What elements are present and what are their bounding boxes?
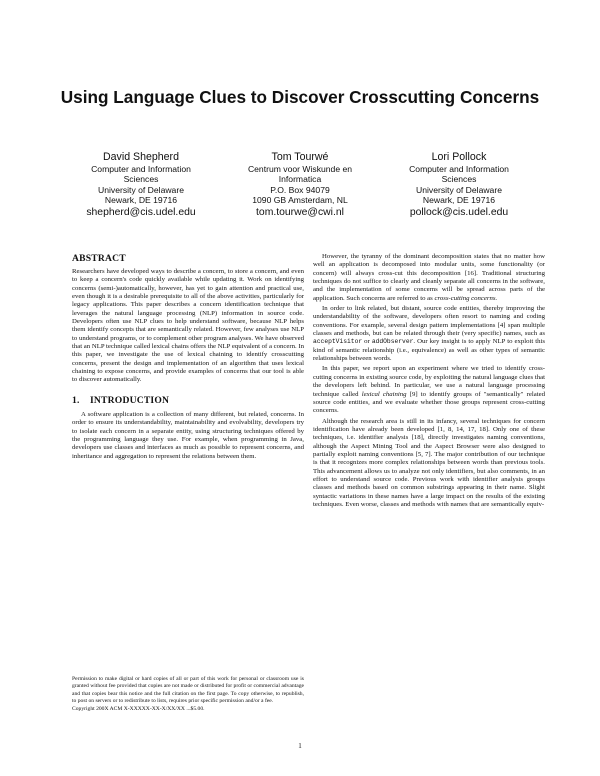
paper-title: Using Language Clues to Discover Crosscutting Concerns (60, 87, 540, 107)
author-name: David Shepherd (103, 151, 179, 163)
author-email: pollock@cis.udel.edu (409, 207, 509, 219)
abstract-heading: ABSTRACT (72, 253, 126, 264)
author-3 (380, 151, 538, 220)
author-affiliation: Centrum voor Wiskunde en (247, 164, 353, 174)
introduction-text: A software application is a collection of many different, but related, concerns. In order to ensure its understandability, maintainability and evolvability, developers try to isolate each concern in a separate entity, using structuring techniques offered by the programming language they use. For example, when programming in Java, developers use classes and interfaces as much as possible to represent concerns, and inheritance and aggregation to represent the relations between them. (72, 410, 304, 460)
body-paragraph: Although the research area is still in its infancy, several techniques for concern identification have already been developed [1, 8, 14, 17, 18]. Only one of these techniques, i.e. identifier analysis [18], directly investigates naming conventions, although the Aspect Mining Tool and the Aspect Browser were also designed to partially exploit naming conventions [5, 7]. The major contribution of our technique is that it recognizes more complex relationships between words than previous tools. This advancement allows us to analyze not only identifiers, but also comments, in an effort to understand source code. Previous work with identifier analysis groups classes and methods based on common substrings appearing in their name. Slight syntactic variations in these names have a large impact on the results of the existing techniques. Even worse, classes and methods with names that are semantically equiv- (313, 417, 545, 508)
author-name: Lori Pollock (431, 151, 487, 163)
author-affiliation: Informatica (278, 174, 322, 185)
emphasis-text: lexical chaining (361, 390, 407, 398)
author-1 (62, 151, 220, 220)
author-email: shepherd@cis.udel.edu (86, 207, 196, 219)
text-run: However, the tyranny of the dominant decomposition states that no matter how well an application is decomposed into modular units, some functionality (or concern) will always cross-cut this decomposition [16]. Traditional structuring techniques do not suffice to clearly and cleanly separate all concerns in the software, and the implementation of some concerns will be spread across parts of the application. Such concerns are referred to as (313, 253, 545, 302)
author-name: Tom Tourwé (271, 151, 329, 163)
body-paragraph (313, 253, 545, 303)
section-title: INTRODUCTION (90, 394, 170, 406)
code-text: acceptVisitor (313, 338, 363, 346)
copyright-notice (72, 676, 304, 713)
author-affiliation: Newark, DE 19716 (422, 194, 496, 205)
author-affiliation: Sciences (123, 174, 159, 185)
author-affiliation: 1090 GB Amsterdam, NL (252, 194, 348, 205)
left-column (72, 253, 304, 461)
copyright-line: Copyright 200X ACM X-XXXXX-XX-X/XX/XX ...$5.00. (72, 705, 205, 712)
code-text: addObserver (371, 338, 414, 346)
author-affiliation: University of Delaware (98, 184, 184, 195)
page-number: 1 (298, 742, 302, 750)
author-affiliation: University of Delaware (416, 184, 502, 195)
text-run: In order to link related, but distant, source code entities, thereby improving the understandability of the software, developers often resort to naming and coding conventions. For example, several design pattern implementations [4] span multiple classes and methods, but can be related through their (very specific) names, such as (313, 305, 545, 338)
author-affiliation: P.O. Box 94079 (270, 184, 330, 195)
body-paragraph (313, 365, 545, 415)
text-run: [9] to identify groups of "semantically" related source code entities, and we evaluate whether those groups represent cross-cutting concerns. (313, 390, 545, 415)
section-number: 1. (72, 394, 80, 406)
introduction-heading (72, 395, 304, 407)
abstract-text: Researchers have developed ways to describe a concern, to store a concern, and even to keep a concern's code quickly available while updating it. Work on identifying concerns (semi-)automatically, however, has yet to gain attention and practical use, even though it is a desirable prerequisite to all of the above activities, particularly for legacy applications. This paper describes a concern identification technique that leverages the natural language processing (NLP) information in source code. Developers often use NLP clues to help understand software, because NLP helps them identify concepts that are semantically related. However, few analyses use NLP to understand programs, or to complement other program analyses. We have observed that an NLP technique called lexical chains offers the NLP equivalent of a concern. In this paper, we investigate the use of lexical chaining to identify crosscutting concerns, present the design and implementation of an algorithm that uses lexical chaining to expose concerns, and provide examples of concerns that our tool is able to discover automatically. (72, 268, 304, 384)
author-block (62, 151, 538, 231)
permission-text: Permission to make digital or hard copies of all or part of this work for personal or classroom use is granted without fee provided that copies are not made or distributed for profit or commercial advantage and that copies bear this notice and the full citation on the first page. To copy otherwise, to republish, to post on servers or to redistribute to lists, requires prior specific permission and/or a fee. (72, 676, 304, 705)
right-column (313, 253, 545, 509)
author-affiliation: Computer and Information (409, 164, 509, 174)
emphasis-text: cross-cutting concerns. (434, 294, 498, 302)
text-run: . Our key insight is to apply NLP to exploit this kind of semantic relationship (i.e., equivalence) as well as other types of semantic relationships between words. (313, 338, 545, 363)
body-paragraph (313, 305, 545, 363)
text-run: In this paper, we report upon an experiment where we tried to identify cross-cutting concerns in existing source code, by exploiting the natural language clues that the developers left behind. In particular, we use a natural language processing technique called (313, 365, 545, 398)
author-email: tom.tourwe@cwi.nl (256, 207, 344, 219)
author-affiliation: Computer and Information (91, 164, 191, 174)
text-run: or (362, 338, 372, 346)
author-2 (221, 151, 379, 220)
author-affiliation: Sciences (441, 174, 477, 185)
author-affiliation: Newark, DE 19716 (104, 194, 178, 205)
